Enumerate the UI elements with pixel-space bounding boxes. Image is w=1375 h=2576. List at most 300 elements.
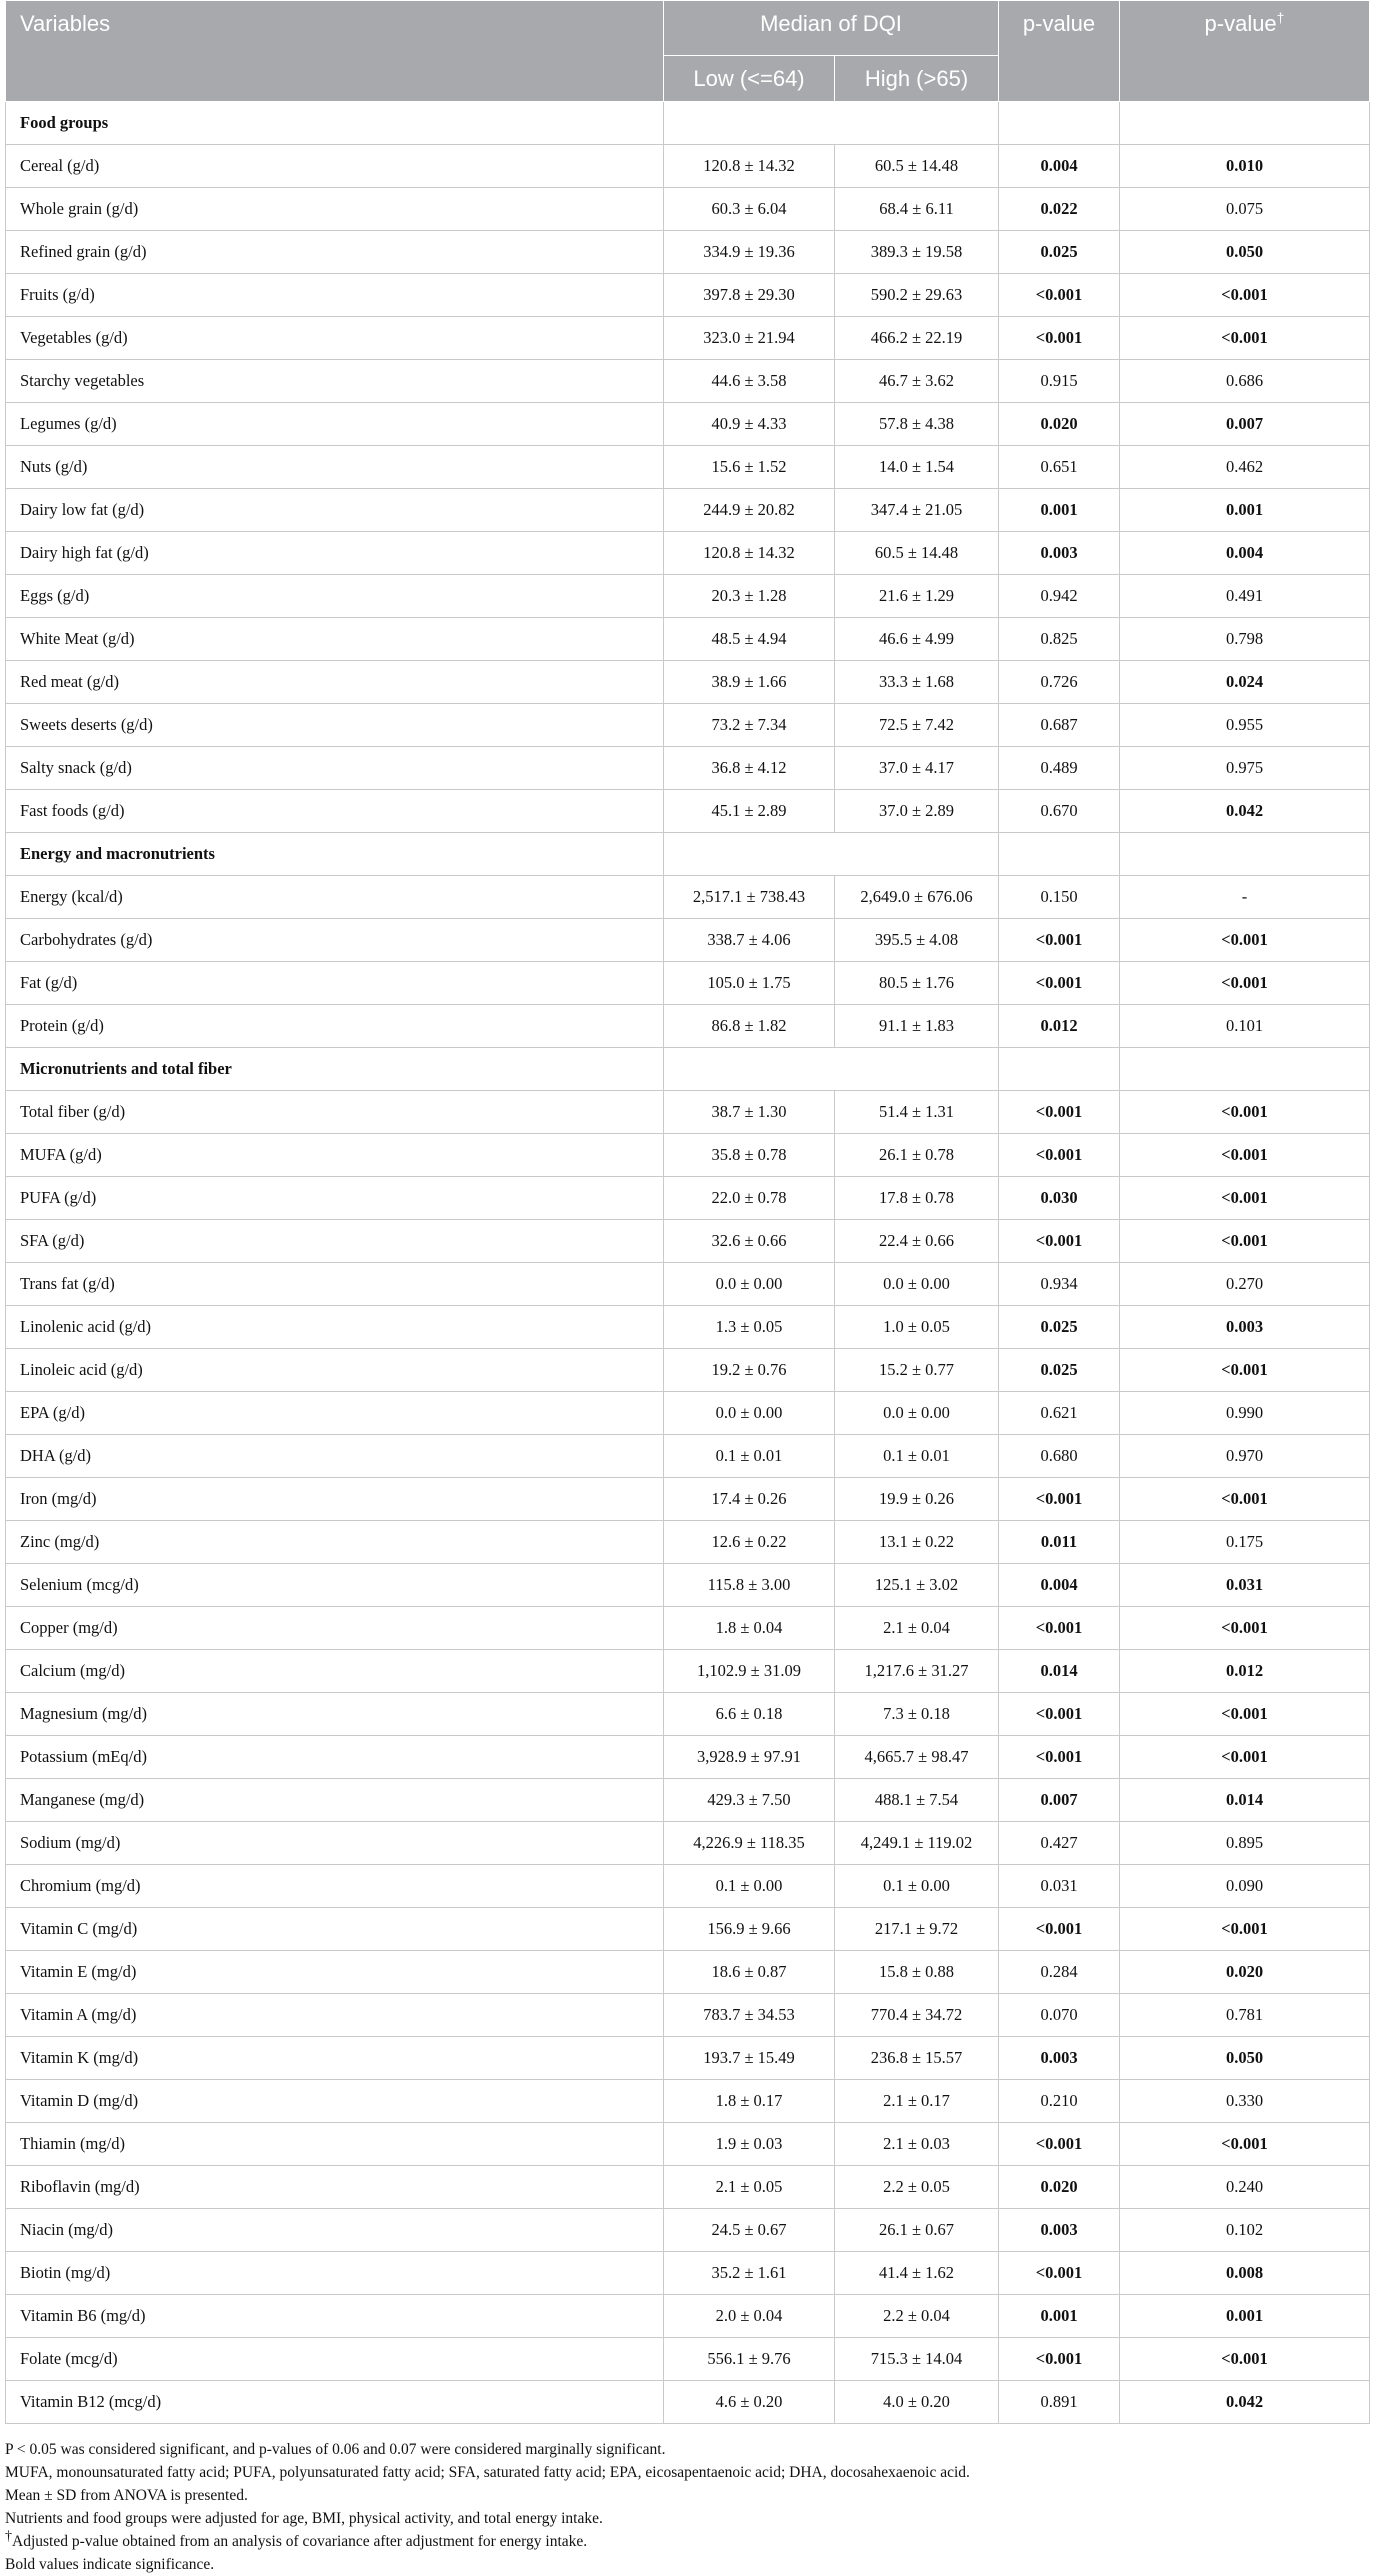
p-value-adjusted-cell: 0.042	[1120, 790, 1370, 833]
high-dqi-cell: 19.9 ± 0.26	[835, 1478, 999, 1521]
low-dqi-cell: 323.0 ± 21.94	[664, 317, 835, 360]
p-value-cell: <0.001	[999, 962, 1120, 1005]
high-dqi-cell: 2.1 ± 0.17	[835, 2080, 999, 2123]
header-p-value: p-value	[999, 1, 1120, 102]
variable-cell: MUFA (g/d)	[6, 1134, 664, 1177]
dagger-mark: †	[1276, 9, 1285, 26]
section-blank-cell	[664, 1048, 999, 1091]
low-dqi-cell: 120.8 ± 14.32	[664, 145, 835, 188]
p-value-adjusted-cell: 0.014	[1120, 1779, 1370, 1822]
p-value-cell: 0.001	[999, 489, 1120, 532]
p-value-cell: <0.001	[999, 2123, 1120, 2166]
low-dqi-cell: 334.9 ± 19.36	[664, 231, 835, 274]
low-dqi-cell: 783.7 ± 34.53	[664, 1994, 835, 2037]
high-dqi-cell: 13.1 ± 0.22	[835, 1521, 999, 1564]
low-dqi-cell: 60.3 ± 6.04	[664, 188, 835, 231]
p-value-cell: 0.003	[999, 2209, 1120, 2252]
p-value-adjusted-cell: 0.075	[1120, 188, 1370, 231]
variable-cell: Zinc (mg/d)	[6, 1521, 664, 1564]
high-dqi-cell: 125.1 ± 3.02	[835, 1564, 999, 1607]
table-row	[6, 1736, 1370, 1779]
low-dqi-cell: 17.4 ± 0.26	[664, 1478, 835, 1521]
header-median-dqi: Median of DQI	[664, 1, 999, 56]
p-value-adjusted-cell: <0.001	[1120, 1134, 1370, 1177]
low-dqi-cell: 73.2 ± 7.34	[664, 704, 835, 747]
low-dqi-cell: 15.6 ± 1.52	[664, 446, 835, 489]
table-row	[6, 489, 1370, 532]
high-dqi-cell: 4,665.7 ± 98.47	[835, 1736, 999, 1779]
variable-cell: Vitamin D (mg/d)	[6, 2080, 664, 2123]
variable-cell: Folate (mcg/d)	[6, 2338, 664, 2381]
table-row	[6, 1177, 1370, 1220]
variable-cell: Calcium (mg/d)	[6, 1650, 664, 1693]
section-blank-cell	[1120, 102, 1370, 145]
p-value-adjusted-cell: 0.175	[1120, 1521, 1370, 1564]
p-value-cell: 0.020	[999, 2166, 1120, 2209]
table-row	[6, 618, 1370, 661]
p-value-cell: 0.003	[999, 2037, 1120, 2080]
high-dqi-cell: 1,217.6 ± 31.27	[835, 1650, 999, 1693]
table-row	[6, 446, 1370, 489]
p-value-cell: <0.001	[999, 1607, 1120, 1650]
table-row	[6, 661, 1370, 704]
section-blank-cell	[999, 833, 1120, 876]
table-header	[6, 1, 1370, 102]
p-value-cell: <0.001	[999, 274, 1120, 317]
p-value-cell: 0.915	[999, 360, 1120, 403]
p-value-adjusted-cell: 0.781	[1120, 1994, 1370, 2037]
section-blank-cell	[1120, 1048, 1370, 1091]
p-value-adjusted-cell: 0.975	[1120, 747, 1370, 790]
variable-cell: White Meat (g/d)	[6, 618, 664, 661]
high-dqi-cell: 37.0 ± 4.17	[835, 747, 999, 790]
p-value-adjusted-cell: <0.001	[1120, 2338, 1370, 2381]
p-value-cell: 0.003	[999, 532, 1120, 575]
p-value-cell: 0.001	[999, 2295, 1120, 2338]
p-value-adjusted-cell: -	[1120, 876, 1370, 919]
p-value-adjusted-cell: 0.050	[1120, 2037, 1370, 2080]
p-value-cell: 0.022	[999, 188, 1120, 231]
high-dqi-cell: 22.4 ± 0.66	[835, 1220, 999, 1263]
low-dqi-cell: 0.0 ± 0.00	[664, 1392, 835, 1435]
p-value-adjusted-cell: 0.001	[1120, 2295, 1370, 2338]
high-dqi-cell: 26.1 ± 0.78	[835, 1134, 999, 1177]
section-row	[6, 102, 1370, 145]
variable-cell: Eggs (g/d)	[6, 575, 664, 618]
low-dqi-cell: 3,928.9 ± 97.91	[664, 1736, 835, 1779]
p-value-cell: 0.012	[999, 1005, 1120, 1048]
p-value-cell: 0.934	[999, 1263, 1120, 1306]
section-blank-cell	[664, 102, 999, 145]
table-row	[6, 1865, 1370, 1908]
p-value-cell: <0.001	[999, 1736, 1120, 1779]
variable-cell: Red meat (g/d)	[6, 661, 664, 704]
p-value-adjusted-cell: 0.798	[1120, 618, 1370, 661]
variable-cell: Whole grain (g/d)	[6, 188, 664, 231]
p-value-adjusted-cell: 0.102	[1120, 2209, 1370, 2252]
section-title: Food groups	[6, 102, 664, 145]
header-high: High (>65)	[835, 56, 999, 102]
low-dqi-cell: 24.5 ± 0.67	[664, 2209, 835, 2252]
p-value-adjusted-cell: 0.024	[1120, 661, 1370, 704]
table-row	[6, 2338, 1370, 2381]
p-value-cell: 0.726	[999, 661, 1120, 704]
p-value-adjusted-cell: 0.042	[1120, 2381, 1370, 2424]
p-value-adjusted-cell: <0.001	[1120, 1908, 1370, 1951]
variable-cell: Trans fat (g/d)	[6, 1263, 664, 1306]
variable-cell: Cereal (g/d)	[6, 145, 664, 188]
p-value-cell: <0.001	[999, 1478, 1120, 1521]
p-value-cell: 0.004	[999, 1564, 1120, 1607]
variable-cell: Nuts (g/d)	[6, 446, 664, 489]
table-row	[6, 2166, 1370, 2209]
p-value-adjusted-cell: 0.101	[1120, 1005, 1370, 1048]
p-value-adjusted-cell: <0.001	[1120, 1091, 1370, 1134]
p-value-adjusted-cell: 0.990	[1120, 1392, 1370, 1435]
low-dqi-cell: 2.0 ± 0.04	[664, 2295, 835, 2338]
p-value-adjusted-cell: 0.895	[1120, 1822, 1370, 1865]
low-dqi-cell: 6.6 ± 0.18	[664, 1693, 835, 1736]
low-dqi-cell: 35.2 ± 1.61	[664, 2252, 835, 2295]
p-value-adjusted-cell: 0.001	[1120, 489, 1370, 532]
variable-cell: Thiamin (mg/d)	[6, 2123, 664, 2166]
low-dqi-cell: 0.1 ± 0.00	[664, 1865, 835, 1908]
variable-cell: Salty snack (g/d)	[6, 747, 664, 790]
high-dqi-cell: 60.5 ± 14.48	[835, 145, 999, 188]
variable-cell: Energy (kcal/d)	[6, 876, 664, 919]
section-blank-cell	[1120, 833, 1370, 876]
high-dqi-cell: 770.4 ± 34.72	[835, 1994, 999, 2037]
p-value-adjusted-cell: 0.955	[1120, 704, 1370, 747]
p-value-adjusted-cell: 0.010	[1120, 145, 1370, 188]
table-row	[6, 1779, 1370, 1822]
variable-cell: Niacin (mg/d)	[6, 2209, 664, 2252]
table-row	[6, 231, 1370, 274]
variable-cell: EPA (g/d)	[6, 1392, 664, 1435]
variable-cell: Vitamin A (mg/d)	[6, 1994, 664, 2037]
high-dqi-cell: 0.1 ± 0.01	[835, 1435, 999, 1478]
low-dqi-cell: 397.8 ± 29.30	[664, 274, 835, 317]
p-value-adjusted-cell: 0.330	[1120, 2080, 1370, 2123]
low-dqi-cell: 4,226.9 ± 118.35	[664, 1822, 835, 1865]
table-row	[6, 532, 1370, 575]
p-value-cell: <0.001	[999, 2338, 1120, 2381]
p-value-cell: 0.825	[999, 618, 1120, 661]
p-value-adjusted-cell: 0.491	[1120, 575, 1370, 618]
p-value-cell: 0.427	[999, 1822, 1120, 1865]
table-row	[6, 1306, 1370, 1349]
p-value-adjusted-cell: 0.031	[1120, 1564, 1370, 1607]
header-low: Low (<=64)	[664, 56, 835, 102]
high-dqi-cell: 236.8 ± 15.57	[835, 2037, 999, 2080]
p-value-adjusted-cell: 0.003	[1120, 1306, 1370, 1349]
low-dqi-cell: 0.1 ± 0.01	[664, 1435, 835, 1478]
low-dqi-cell: 38.9 ± 1.66	[664, 661, 835, 704]
high-dqi-cell: 7.3 ± 0.18	[835, 1693, 999, 1736]
header-variables: Variables	[6, 1, 664, 102]
table-row	[6, 1005, 1370, 1048]
variable-cell: Protein (g/d)	[6, 1005, 664, 1048]
variable-cell: Vitamin C (mg/d)	[6, 1908, 664, 1951]
p-value-adjusted-cell: 0.462	[1120, 446, 1370, 489]
section-blank-cell	[999, 102, 1120, 145]
table-row	[6, 1392, 1370, 1435]
variable-cell: Sweets deserts (g/d)	[6, 704, 664, 747]
low-dqi-cell: 86.8 ± 1.82	[664, 1005, 835, 1048]
low-dqi-cell: 115.8 ± 3.00	[664, 1564, 835, 1607]
low-dqi-cell: 32.6 ± 0.66	[664, 1220, 835, 1263]
high-dqi-cell: 488.1 ± 7.54	[835, 1779, 999, 1822]
variable-cell: Biotin (mg/d)	[6, 2252, 664, 2295]
high-dqi-cell: 2.1 ± 0.03	[835, 2123, 999, 2166]
footnote-dagger: †	[5, 2528, 12, 2544]
p-value-cell: <0.001	[999, 1908, 1120, 1951]
low-dqi-cell: 44.6 ± 3.58	[664, 360, 835, 403]
table-row	[6, 704, 1370, 747]
variable-cell: Potassium (mEq/d)	[6, 1736, 664, 1779]
high-dqi-cell: 389.3 ± 19.58	[835, 231, 999, 274]
table-row	[6, 1994, 1370, 2037]
low-dqi-cell: 105.0 ± 1.75	[664, 962, 835, 1005]
table-row	[6, 274, 1370, 317]
low-dqi-cell: 40.9 ± 4.33	[664, 403, 835, 446]
high-dqi-cell: 347.4 ± 21.05	[835, 489, 999, 532]
low-dqi-cell: 38.7 ± 1.30	[664, 1091, 835, 1134]
variable-cell: Riboflavin (mg/d)	[6, 2166, 664, 2209]
variable-cell: Vitamin B6 (mg/d)	[6, 2295, 664, 2338]
p-value-cell: <0.001	[999, 1220, 1120, 1263]
footnote: Bold values indicate significance.	[5, 2556, 215, 2573]
table-row	[6, 317, 1370, 360]
high-dqi-cell: 80.5 ± 1.76	[835, 962, 999, 1005]
variable-cell: DHA (g/d)	[6, 1435, 664, 1478]
table-row	[6, 2295, 1370, 2338]
p-value-cell: 0.284	[999, 1951, 1120, 1994]
low-dqi-cell: 1.3 ± 0.05	[664, 1306, 835, 1349]
low-dqi-cell: 338.7 ± 4.06	[664, 919, 835, 962]
high-dqi-cell: 2,649.0 ± 676.06	[835, 876, 999, 919]
high-dqi-cell: 1.0 ± 0.05	[835, 1306, 999, 1349]
p-value-adjusted-cell: <0.001	[1120, 1220, 1370, 1263]
table-row	[6, 1693, 1370, 1736]
footnote: Nutrients and food groups were adjusted for age, BMI, physical activity, and total energy intake.	[5, 2510, 603, 2527]
table-row	[6, 1478, 1370, 1521]
p-value-adjusted-cell: <0.001	[1120, 1607, 1370, 1650]
p-value-adjusted-cell: 0.008	[1120, 2252, 1370, 2295]
footnotes	[5, 2424, 1369, 2576]
high-dqi-cell: 15.2 ± 0.77	[835, 1349, 999, 1392]
variable-cell: Copper (mg/d)	[6, 1607, 664, 1650]
low-dqi-cell: 120.8 ± 14.32	[664, 532, 835, 575]
p-value-adjusted-cell: 0.012	[1120, 1650, 1370, 1693]
p-value-cell: 0.014	[999, 1650, 1120, 1693]
low-dqi-cell: 45.1 ± 2.89	[664, 790, 835, 833]
p-value-adjusted-cell: 0.240	[1120, 2166, 1370, 2209]
high-dqi-cell: 68.4 ± 6.11	[835, 188, 999, 231]
table-row	[6, 2252, 1370, 2295]
table-row	[6, 2209, 1370, 2252]
p-value-adjusted-cell: <0.001	[1120, 2123, 1370, 2166]
variable-cell: Refined grain (g/d)	[6, 231, 664, 274]
high-dqi-cell: 60.5 ± 14.48	[835, 532, 999, 575]
low-dqi-cell: 36.8 ± 4.12	[664, 747, 835, 790]
high-dqi-cell: 15.8 ± 0.88	[835, 1951, 999, 1994]
low-dqi-cell: 1.9 ± 0.03	[664, 2123, 835, 2166]
table-row	[6, 747, 1370, 790]
p-value-cell: 0.942	[999, 575, 1120, 618]
footnote: P < 0.05 was considered significant, and p-values of 0.06 and 0.07 were considered marginally significant.	[5, 2441, 666, 2458]
header-p-value-adjusted	[1120, 1, 1370, 102]
variable-cell: SFA (g/d)	[6, 1220, 664, 1263]
p-value-adjusted-cell: <0.001	[1120, 1349, 1370, 1392]
variable-cell: Sodium (mg/d)	[6, 1822, 664, 1865]
p-value-cell: 0.651	[999, 446, 1120, 489]
variable-cell: Iron (mg/d)	[6, 1478, 664, 1521]
section-title: Energy and macronutrients	[6, 833, 664, 876]
p-value-cell: 0.150	[999, 876, 1120, 919]
table-row	[6, 1521, 1370, 1564]
low-dqi-cell: 556.1 ± 9.76	[664, 2338, 835, 2381]
p-value-cell: 0.687	[999, 704, 1120, 747]
low-dqi-cell: 4.6 ± 0.20	[664, 2381, 835, 2424]
table-row	[6, 1607, 1370, 1650]
high-dqi-cell: 4,249.1 ± 119.02	[835, 1822, 999, 1865]
high-dqi-cell: 2.1 ± 0.04	[835, 1607, 999, 1650]
p-value-adjusted-cell: <0.001	[1120, 274, 1370, 317]
table-row	[6, 2381, 1370, 2424]
table-row	[6, 1822, 1370, 1865]
table-row	[6, 1091, 1370, 1134]
p-value-adjusted-cell: <0.001	[1120, 1736, 1370, 1779]
table-row	[6, 1435, 1370, 1478]
p-value-cell: <0.001	[999, 317, 1120, 360]
p-value-cell: 0.025	[999, 1349, 1120, 1392]
low-dqi-cell: 0.0 ± 0.00	[664, 1263, 835, 1306]
high-dqi-cell: 217.1 ± 9.72	[835, 1908, 999, 1951]
variable-cell: Linoleic acid (g/d)	[6, 1349, 664, 1392]
p-value-adjusted-cell: <0.001	[1120, 1693, 1370, 1736]
table-row	[6, 962, 1370, 1005]
p-value-adjusted-cell: 0.050	[1120, 231, 1370, 274]
p-value-adjusted-cell: <0.001	[1120, 919, 1370, 962]
p-value-cell: 0.007	[999, 1779, 1120, 1822]
low-dqi-cell: 48.5 ± 4.94	[664, 618, 835, 661]
footnote	[5, 2530, 1369, 2553]
p-value-adjusted-cell: 0.020	[1120, 1951, 1370, 1994]
table-row	[6, 360, 1370, 403]
table-row	[6, 2080, 1370, 2123]
high-dqi-cell: 0.1 ± 0.00	[835, 1865, 999, 1908]
section-row	[6, 1048, 1370, 1091]
dqi-nutrient-table	[5, 0, 1370, 2424]
variable-cell: Selenium (mcg/d)	[6, 1564, 664, 1607]
p-value-adjusted-cell: 0.007	[1120, 403, 1370, 446]
p-value-adjusted-cell: 0.270	[1120, 1263, 1370, 1306]
high-dqi-cell: 590.2 ± 29.63	[835, 274, 999, 317]
p-value-cell: <0.001	[999, 1091, 1120, 1134]
table-body	[6, 102, 1370, 2424]
low-dqi-cell: 20.3 ± 1.28	[664, 575, 835, 618]
variable-cell: Vegetables (g/d)	[6, 317, 664, 360]
p-value-cell: <0.001	[999, 2252, 1120, 2295]
footnote: Mean ± SD from ANOVA is presented.	[5, 2487, 248, 2504]
variable-cell: Vitamin K (mg/d)	[6, 2037, 664, 2080]
high-dqi-cell: 395.5 ± 4.08	[835, 919, 999, 962]
low-dqi-cell: 1.8 ± 0.17	[664, 2080, 835, 2123]
table-row	[6, 919, 1370, 962]
section-row	[6, 833, 1370, 876]
low-dqi-cell: 18.6 ± 0.87	[664, 1951, 835, 1994]
p-value-cell: 0.031	[999, 1865, 1120, 1908]
variable-cell: Linolenic acid (g/d)	[6, 1306, 664, 1349]
variable-cell: Total fiber (g/d)	[6, 1091, 664, 1134]
variable-cell: Vitamin E (mg/d)	[6, 1951, 664, 1994]
variable-cell: Legumes (g/d)	[6, 403, 664, 446]
p-value-cell: 0.680	[999, 1435, 1120, 1478]
low-dqi-cell: 156.9 ± 9.66	[664, 1908, 835, 1951]
variable-cell: Chromium (mg/d)	[6, 1865, 664, 1908]
variable-cell: Dairy low fat (g/d)	[6, 489, 664, 532]
p-value-cell: 0.891	[999, 2381, 1120, 2424]
high-dqi-cell: 0.0 ± 0.00	[835, 1263, 999, 1306]
table-row	[6, 790, 1370, 833]
low-dqi-cell: 244.9 ± 20.82	[664, 489, 835, 532]
low-dqi-cell: 12.6 ± 0.22	[664, 1521, 835, 1564]
low-dqi-cell: 19.2 ± 0.76	[664, 1349, 835, 1392]
p-value-adjusted-cell: <0.001	[1120, 1478, 1370, 1521]
low-dqi-cell: 2,517.1 ± 738.43	[664, 876, 835, 919]
p-value-adjusted-cell: 0.686	[1120, 360, 1370, 403]
high-dqi-cell: 0.0 ± 0.00	[835, 1392, 999, 1435]
high-dqi-cell: 466.2 ± 22.19	[835, 317, 999, 360]
low-dqi-cell: 193.7 ± 15.49	[664, 2037, 835, 2080]
variable-cell: Dairy high fat (g/d)	[6, 532, 664, 575]
table-row	[6, 1263, 1370, 1306]
p-value-cell: 0.070	[999, 1994, 1120, 2037]
high-dqi-cell: 26.1 ± 0.67	[835, 2209, 999, 2252]
footnote: MUFA, monounsaturated fatty acid; PUFA, polyunsaturated fatty acid; SFA, saturated fatty acid; EPA, eicosapentaenoic acid; DHA, docosahexaenoic acid.	[5, 2464, 970, 2481]
variable-cell: Magnesium (mg/d)	[6, 1693, 664, 1736]
table-row	[6, 575, 1370, 618]
high-dqi-cell: 91.1 ± 1.83	[835, 1005, 999, 1048]
table-row	[6, 403, 1370, 446]
p-value-adjusted-cell: 0.970	[1120, 1435, 1370, 1478]
low-dqi-cell: 429.3 ± 7.50	[664, 1779, 835, 1822]
table-row	[6, 1564, 1370, 1607]
low-dqi-cell: 1,102.9 ± 31.09	[664, 1650, 835, 1693]
high-dqi-cell: 46.7 ± 3.62	[835, 360, 999, 403]
p-value-cell: 0.210	[999, 2080, 1120, 2123]
high-dqi-cell: 2.2 ± 0.05	[835, 2166, 999, 2209]
section-title: Micronutrients and total fiber	[6, 1048, 664, 1091]
low-dqi-cell: 1.8 ± 0.04	[664, 1607, 835, 1650]
p-value-cell: 0.020	[999, 403, 1120, 446]
high-dqi-cell: 33.3 ± 1.68	[835, 661, 999, 704]
high-dqi-cell: 21.6 ± 1.29	[835, 575, 999, 618]
p-value-cell: 0.621	[999, 1392, 1120, 1435]
table-row	[6, 145, 1370, 188]
low-dqi-cell: 2.1 ± 0.05	[664, 2166, 835, 2209]
p-value-cell: 0.025	[999, 1306, 1120, 1349]
table-row	[6, 1908, 1370, 1951]
p-value-cell: 0.011	[999, 1521, 1120, 1564]
p-value-cell: 0.025	[999, 231, 1120, 274]
high-dqi-cell: 17.8 ± 0.78	[835, 1177, 999, 1220]
high-dqi-cell: 37.0 ± 2.89	[835, 790, 999, 833]
low-dqi-cell: 35.8 ± 0.78	[664, 1134, 835, 1177]
table-row	[6, 1220, 1370, 1263]
high-dqi-cell: 51.4 ± 1.31	[835, 1091, 999, 1134]
